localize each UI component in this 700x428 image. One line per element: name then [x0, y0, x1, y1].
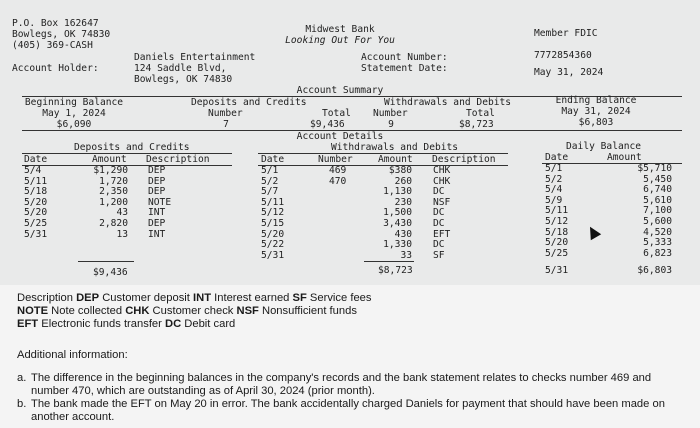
summary-deposits-total: $9,436 — [310, 119, 345, 130]
deposits-header-description: Description — [146, 154, 210, 165]
deposits-header-amount: Amount — [92, 154, 127, 165]
ending-balance-label: Ending Balance — [555, 95, 637, 106]
address-line: (405) 369-CASH — [12, 40, 93, 51]
withdrawals-header-amount: Amount — [378, 154, 413, 165]
withdrawals-header-number: Number — [318, 154, 353, 165]
deposits-title: Deposits and Credits — [74, 142, 190, 153]
holder-label: Account Holder: — [12, 63, 99, 74]
account-number: 7772854360 — [534, 50, 592, 61]
daily-header-date: Date — [545, 152, 569, 163]
deposits-amounts: $1,290 1,720 2,350 1,200 43 2,820 13 — [93, 165, 128, 240]
withdrawals-dates: 5/1 5/2 5/7 5/11 5/12 5/15 5/20 5/22 5/31 — [261, 165, 285, 261]
deposits-total: $9,436 — [93, 267, 128, 278]
item-text: The bank made the EFT on May 20 in error. The bank accidentally charged Daniels for payment that should have been made on another account. — [31, 398, 665, 423]
beginning-balance-amount: $6,090 — [56, 119, 92, 130]
legend-line-1: Description DEP Customer deposit INT Interest earned SF Service fees — [17, 292, 372, 304]
summary-deposits-number: 7 — [223, 119, 229, 130]
deposits-dates: 5/4 5/11 5/18 5/20 5/20 5/25 5/31 — [24, 165, 48, 240]
summary-deposits-total-label: Total — [322, 108, 351, 119]
summary-deposits-number-label: Number — [208, 108, 243, 119]
member-fdic: Member FDIC — [534, 28, 598, 39]
legend-notes — [17, 292, 697, 331]
withdrawals-header-date: Date — [261, 154, 285, 165]
withdrawals-total: $8,723 — [378, 265, 413, 276]
daily-last-amount: $6,803 — [637, 265, 672, 276]
ending-balance-amount: $6,803 — [578, 117, 614, 128]
item-text: The difference in the beginning balances in the company's records and the bank statement relates to checks number 469 and number 470, which are outstanding as of April 30, 2024 (prior month). — [31, 372, 652, 397]
statement-date: May 31, 2024 — [534, 67, 604, 78]
holder-line: 124 Saddle Blvd, — [134, 63, 227, 74]
deposits-header-date: Date — [24, 154, 48, 165]
account-number-label: Account Number: — [361, 52, 448, 63]
daily-balance-title: Daily Balance — [566, 141, 642, 152]
holder-address — [134, 52, 255, 85]
item-label: a. — [17, 372, 27, 384]
bank-slogan: Looking Out For You — [285, 35, 395, 46]
address-line: P.O. Box 162647 — [12, 18, 99, 29]
deposits-descriptions: DEP DEP DEP NOTE INT DEP INT — [148, 165, 172, 240]
withdrawals-amounts: $380 260 1,130 230 1,500 3,430 430 1,330 33 — [383, 165, 412, 261]
summary-withdrawals-number: 9 — [388, 119, 394, 130]
item-label: b. — [17, 398, 27, 410]
summary-deposits-label: Deposits and Credits — [191, 97, 307, 108]
bank-address — [12, 18, 110, 51]
daily-dates: 5/1 5/2 5/4 5/9 5/11 5/12 5/18 5/20 5/25 — [545, 163, 569, 259]
withdrawals-header-description: Description — [432, 154, 496, 165]
summary-title: Account Summary — [296, 85, 384, 96]
summary-withdrawals-total-label: Total — [466, 108, 495, 119]
bank-name: Midwest Bank — [305, 24, 375, 35]
holder-line: Daniels Entertainment — [134, 52, 256, 63]
withdrawals-descriptions: CHK CHK DC NSF DC DC EFT DC SF — [433, 165, 451, 261]
additional-info-title: Additional information: — [17, 349, 128, 361]
withdrawals-numbers: 469 470 — [329, 165, 347, 187]
summary-withdrawals-total: $8,723 — [459, 119, 494, 130]
ending-balance-date: May 31, 2024 — [561, 106, 631, 117]
summary-withdrawals-number-label: Number — [373, 108, 408, 119]
holder-line: Bowlegs, OK 74830 — [134, 74, 233, 85]
daily-last-date: 5/31 — [545, 265, 569, 276]
address-line: Bowlegs, OK 74830 — [12, 29, 111, 40]
daily-amounts: $5,710 5,450 6,740 5,610 7,100 5,600 4,520 5,333 6,823 — [637, 163, 672, 259]
details-title: Account Details — [296, 131, 384, 142]
summary-withdrawals-label: Withdrawals and Debits — [384, 97, 512, 108]
legend-line-3: EFT Electronic funds transfer DC Debit card — [17, 318, 236, 330]
withdrawals-title: Withdrawals and Debits — [331, 142, 459, 153]
legend-line-2: NOTE Note collected CHK Customer check NSF Nonsufficient funds — [17, 305, 357, 317]
statement-date-label: Statement Date: — [361, 63, 448, 74]
beginning-balance-label: Beginning Balance — [24, 97, 124, 108]
daily-header-amount: Amount — [607, 152, 642, 163]
beginning-balance-date: May 1, 2024 — [42, 108, 106, 119]
